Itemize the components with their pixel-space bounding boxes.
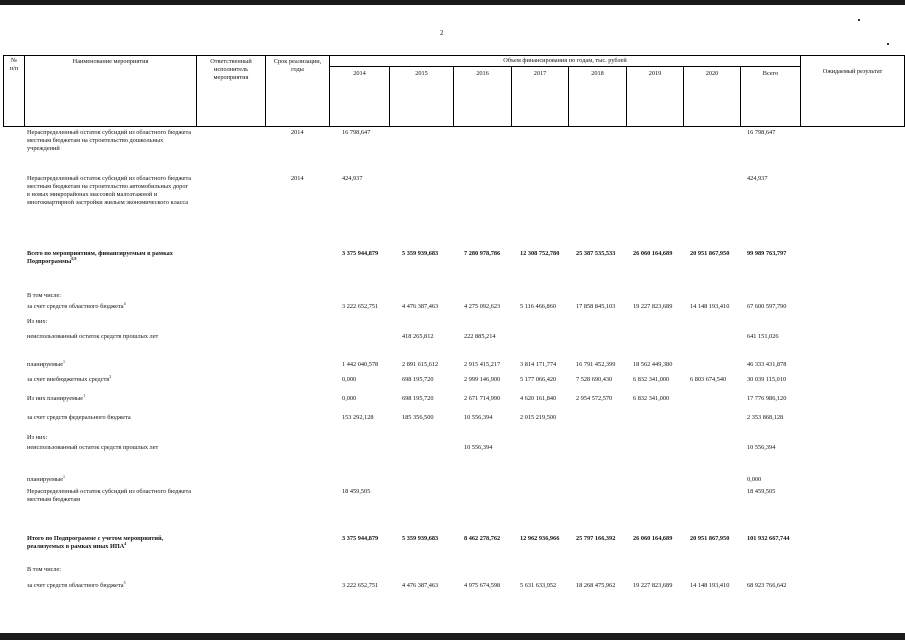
row-label-text: Из них планируемые [27,395,84,402]
footnote-marker: 6,9 [71,255,77,261]
row-label-text: за счет средств областного бюджета [27,303,124,310]
row-value-cell: 698 195,720 [402,395,434,402]
row-value-cell: 5 359 939,683 [402,535,439,542]
row-value-cell: 18 268 475,962 [576,582,616,589]
row-value-cell: 25 797 166,392 [576,535,616,542]
row-label-text: Нераспределенный остаток субсидий из областного бюджета местным бюджетам на строительство автомобильных дорог в новых микрорайонах массовой малоэтажной и многоквартирной застройки жильем экономического класса [27,175,192,206]
column-rule [329,55,330,127]
row-total-cell: 2 353 868,128 [747,414,784,421]
scan-edge-top [0,0,905,5]
column-rule [800,55,801,127]
row-value-cell: 12 308 752,780 [520,250,560,257]
row-value-cell: 2 671 714,990 [464,395,501,402]
row-value-cell: 4 975 674,598 [464,582,501,589]
footnote-marker: 1 [62,473,65,479]
table-row-label [27,358,192,369]
header-year: 2018 [591,70,604,77]
footnote-marker: 1 [62,358,65,364]
header-bottom-rule [3,126,905,127]
footnote-marker: 2 [109,373,112,379]
row-value-cell: 8 462 278,762 [464,535,501,542]
row-value-cell: 16 798,647 [342,129,371,136]
row-value-cell: 3 814 171,774 [520,361,557,368]
row-total-cell: 46 333 431,878 [747,361,787,368]
row-period: 2014 [291,129,304,136]
row-value-cell: 17 858 845,103 [576,303,616,310]
row-value-cell: 26 060 164,689 [633,535,673,542]
row-value-cell: 4 275 092,623 [464,303,501,310]
table-row-label [27,292,192,300]
row-value-cell: 2 915 415,217 [464,361,501,368]
row-total-cell: 424,937 [747,175,768,182]
row-value-cell: 3 375 944,879 [342,250,379,257]
header-year: 2014 [353,70,366,77]
row-label-text: неиспользованный остаток средств прошлых лет [27,333,159,340]
header-year: 2016 [476,70,489,77]
header-num: № п/п [9,57,19,72]
row-value-cell: 3 222 652,751 [342,303,379,310]
row-value-cell: 4 620 161,840 [520,395,557,402]
row-value-cell: 3 222 652,751 [342,582,379,589]
row-label-text: Всего по мероприятиям, финансируемым в рамках Подпрограммы [27,250,173,265]
row-label-text: за счет внебюджетных средств [27,376,110,383]
row-total-cell: 18 459,505 [747,488,776,495]
row-value-cell: 5 116 466,860 [520,303,556,310]
row-label-text: за счет средств федерального бюджета [27,414,131,421]
row-value-cell: 5 177 066,420 [520,376,557,383]
header-year: 2015 [415,70,428,77]
row-value-cell: 26 060 164,689 [633,250,673,257]
row-label-text: Из них: [27,318,48,325]
table-row-label [27,579,192,590]
row-value-cell: 20 951 867,950 [690,535,730,542]
row-value-cell: 12 962 936,966 [520,535,560,542]
row-value-cell: 6 832 341,000 [633,376,670,383]
row-value-cell: 7 528 690,430 [576,376,613,383]
footnote-marker: 4 [124,540,127,546]
row-value-cell: 25 387 535,533 [576,250,616,257]
scan-speck [858,19,860,21]
table-row-label [27,566,192,574]
row-value-cell: 6 803 674,540 [690,376,727,383]
row-value-cell: 424,937 [342,175,363,182]
row-value-cell: 6 832 341,000 [633,395,670,402]
row-total-cell: 101 932 667,744 [747,535,790,542]
row-total-cell: 30 039 115,010 [747,376,787,383]
row-value-cell: 185 356,500 [402,414,434,421]
row-value-cell: 2 999 146,900 [464,376,501,383]
row-value-cell: 153 292,128 [342,414,374,421]
row-value-cell: 7 280 978,786 [464,250,501,257]
row-label-text: Итого по Подпрограмме с учетом мероприятий, реализуемых в рамках иных ИПА [27,535,164,550]
table-row-label [27,488,192,504]
row-value-cell: 2 954 572,570 [576,395,613,402]
row-value-cell: 2 015 219,500 [520,414,557,421]
row-label-text: неиспользованный остаток средств прошлых лет [27,444,159,451]
table-row-label [27,318,192,326]
header-responsible: Ответственный исполнитель мероприятия [210,58,252,81]
row-total-cell: 10 556,394 [747,444,776,451]
table-row-label [27,473,192,484]
footnote-marker: 1 [83,392,86,398]
page-number: 2 [440,29,444,37]
row-value-cell: 18 459,505 [342,488,371,495]
row-period: 2014 [291,175,304,182]
row-total-cell: 67 600 597,790 [747,303,787,310]
row-total-cell: 17 776 986,120 [747,395,787,402]
row-total-cell: 641 151,026 [747,333,779,340]
table-row-label [27,373,192,384]
row-value-cell: 698 195,720 [402,376,434,383]
table-row-label [27,250,192,266]
row-label-text: Нераспределенный остаток субсидий из областного бюджета местным бюджетам [27,488,192,503]
table-row-label [27,434,192,442]
scan-speck [887,43,889,45]
header-total: Всего [762,70,779,77]
row-value-cell: 1 442 040,578 [342,361,379,368]
row-value-cell: 5 359 939,683 [402,250,439,257]
row-value-cell: 16 791 452,399 [576,361,616,368]
header-name: Наименование мероприятия [72,58,149,65]
table-row-label [27,414,192,422]
table-row-label [27,129,192,153]
table-row-label [27,392,192,403]
row-value-cell: 14 148 193,410 [690,582,730,589]
row-value-cell: 222 885,214 [464,333,496,340]
header-funding: Объем финансирования по годам, тыс. рублей [503,57,627,64]
table-row-label [27,300,192,311]
row-label-text: планируемые [27,476,63,483]
row-value-cell: 2 891 615,612 [402,361,439,368]
header-year: 2017 [533,70,547,77]
table-row-label [27,175,192,207]
row-label-text: Из них: [27,434,48,441]
footnote-marker: 5 [123,579,126,585]
row-total-cell: 16 798,647 [747,129,776,136]
header-result: Ожидаемый результат [822,68,883,75]
row-total-cell: 68 923 766,642 [747,582,787,589]
row-value-cell: 19 227 823,689 [633,582,673,589]
table-top-rule [3,55,905,56]
row-label-text: планируемые [27,361,63,368]
row-value-cell: 0,000 [342,395,357,402]
row-total-cell: 0,000 [747,476,762,483]
row-value-cell: 10 556,394 [464,414,493,421]
row-value-cell: 20 951 867,950 [690,250,730,257]
scan-edge-bottom [0,633,905,640]
funding-table [0,55,905,633]
row-value-cell: 19 227 823,689 [633,303,673,310]
table-row-label [27,535,192,551]
table-row-label [27,333,192,341]
row-label-text: В том числе: [27,292,62,299]
header-year: 2019 [648,70,662,77]
row-total-cell: 99 989 763,797 [747,250,787,257]
row-value-cell: 418 265,812 [402,333,434,340]
row-value-cell: 18 562 449,380 [633,361,673,368]
row-label-text: Нераспределенный остаток субсидий из областного бюджета местным бюджетам на строительство дошкольных учреждений [27,129,192,152]
row-value-cell: 0,000 [342,376,357,383]
row-value-cell: 10 556,394 [464,444,493,451]
header-period: Срок реализации, годы [273,58,322,73]
row-value-cell: 4 476 387,463 [402,582,439,589]
row-value-cell: 5 631 633,952 [520,582,557,589]
row-label-text: за счет средств областного бюджета [27,582,124,589]
row-value-cell: 14 148 193,410 [690,303,730,310]
table-row-label [27,444,192,452]
row-value-cell: 3 375 944,879 [342,535,379,542]
header-year: 2020 [705,70,719,77]
years-rule [329,66,801,67]
row-value-cell: 4 476 387,463 [402,303,439,310]
footnote-marker: 4 [123,300,126,306]
row-label-text: В том числе: [27,566,62,573]
